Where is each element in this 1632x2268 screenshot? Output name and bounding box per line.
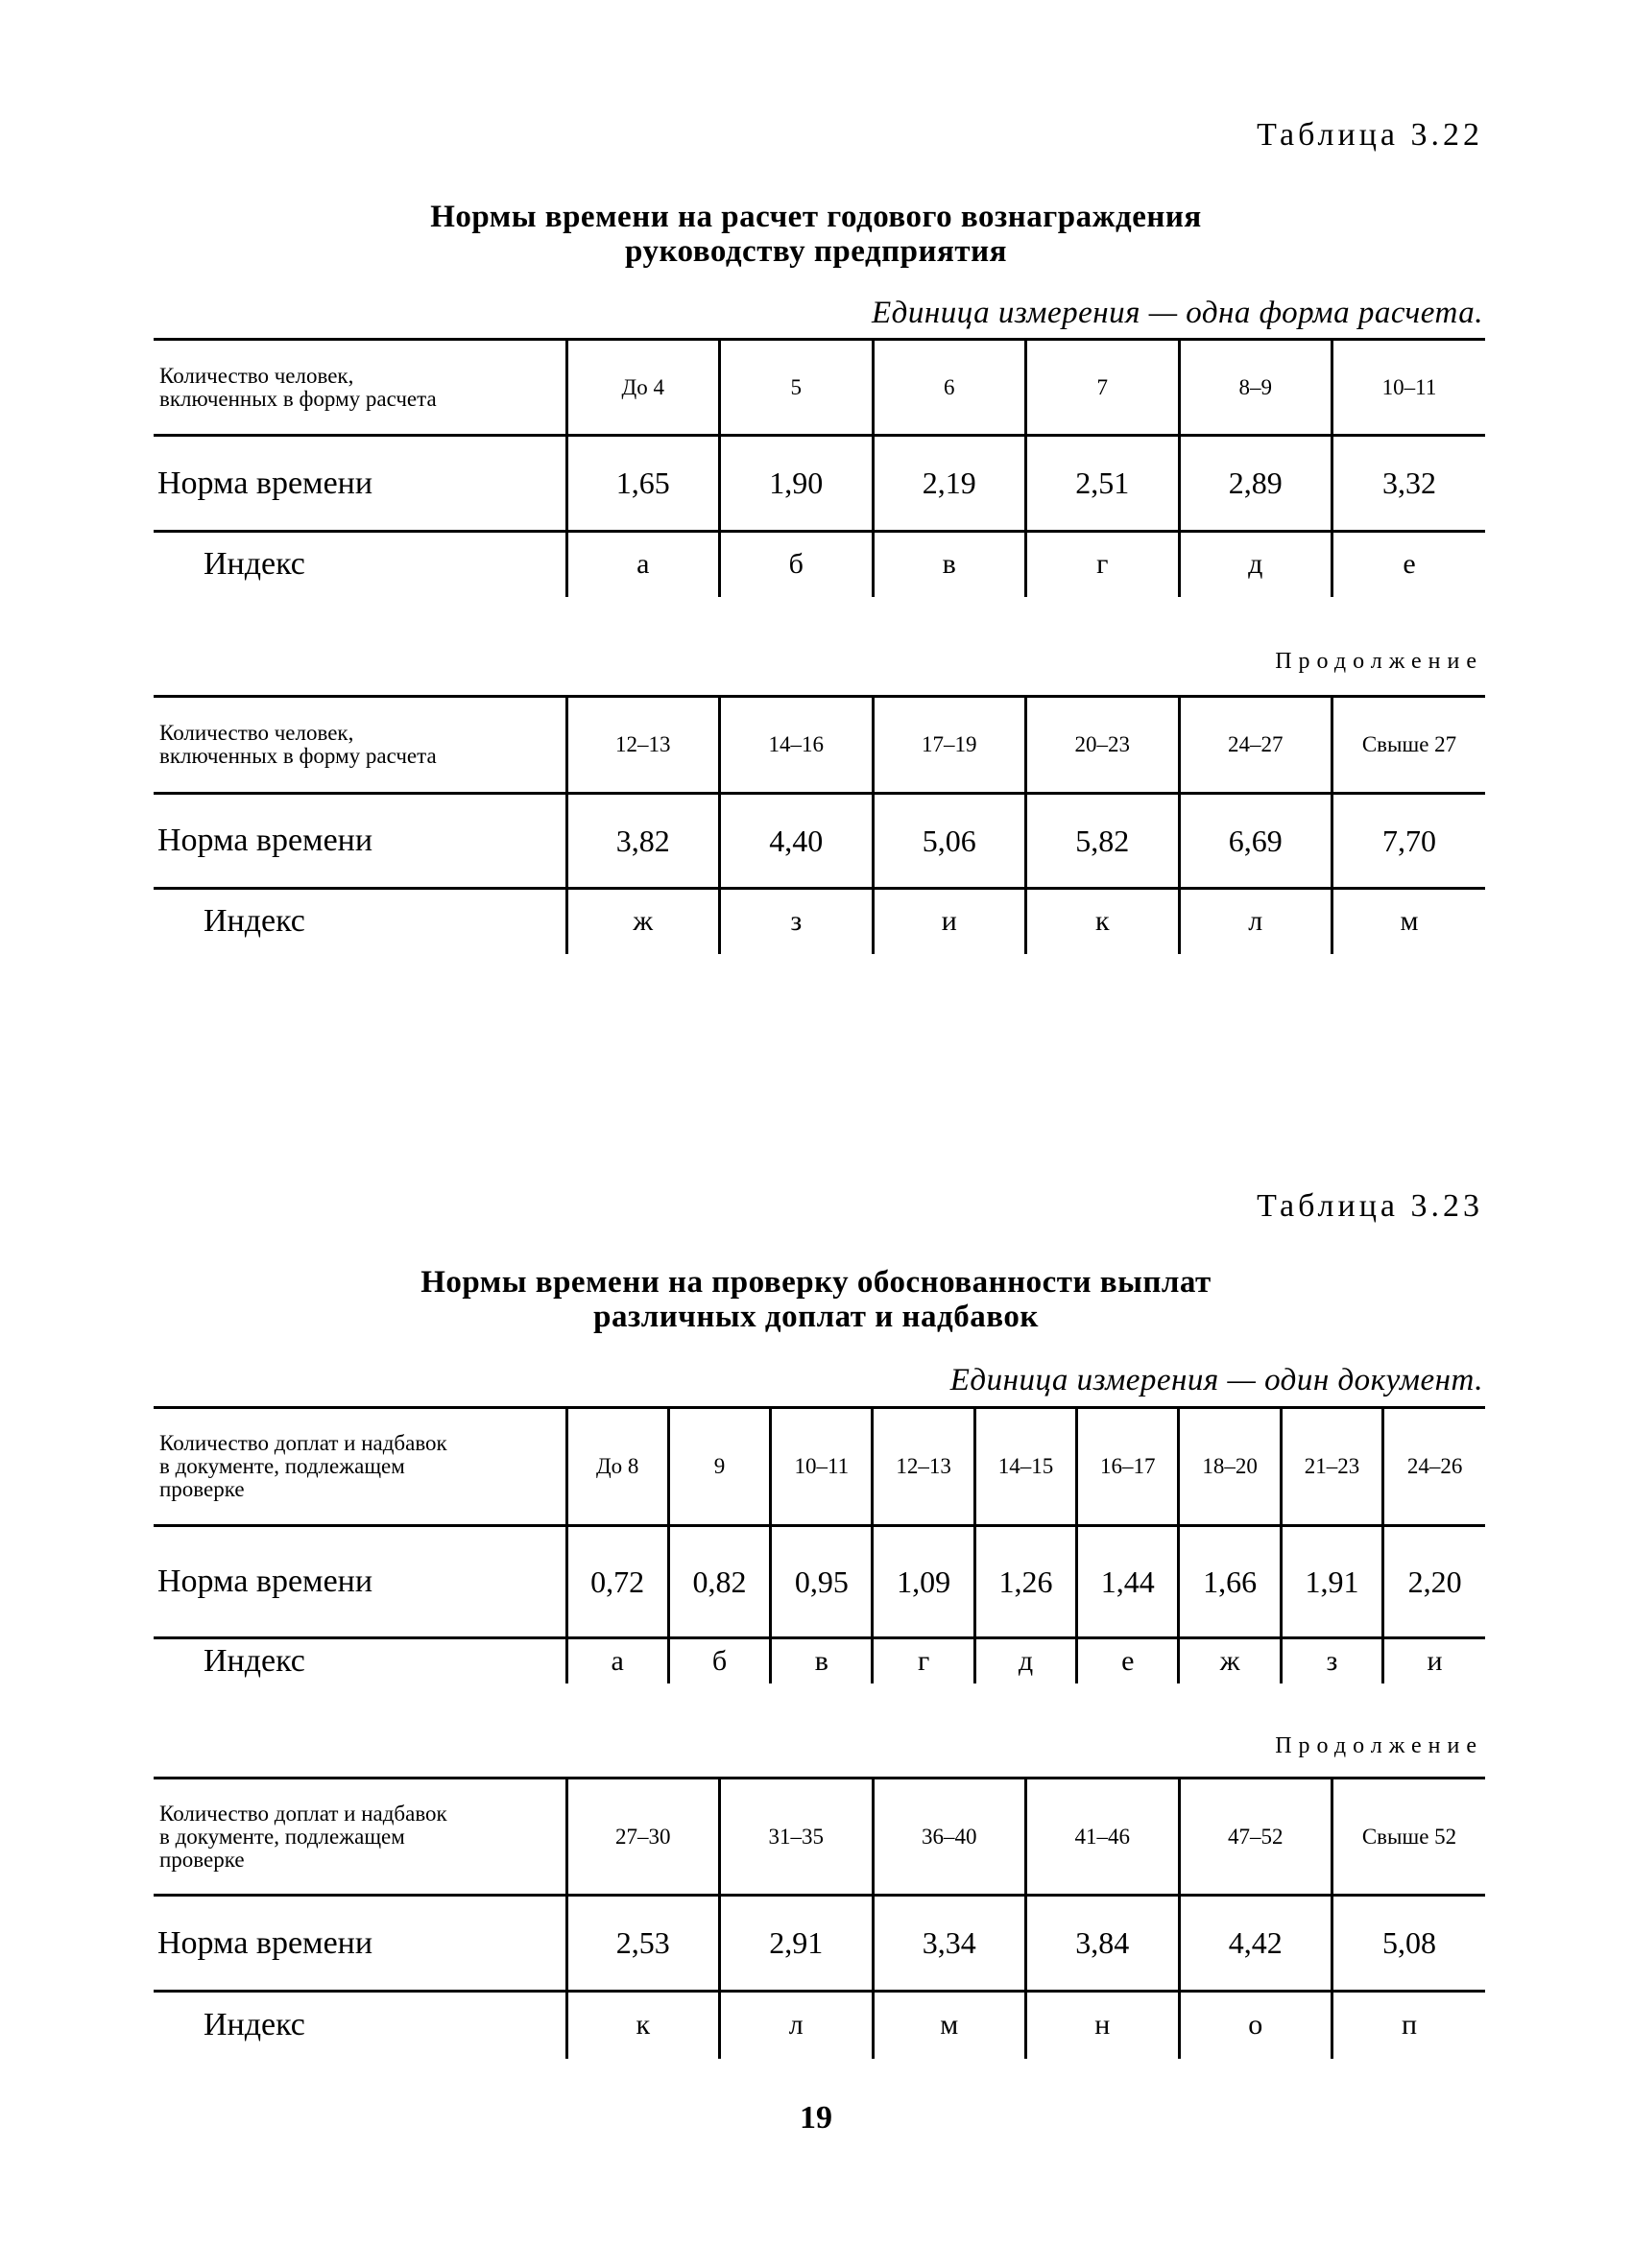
norm-label-cell: Норма времени	[154, 436, 566, 532]
norm-value-cell: 2,20	[1383, 1526, 1485, 1638]
column-header-cell: 21–23	[1281, 1408, 1382, 1526]
index-value-cell: н	[1026, 1992, 1180, 2059]
norm-value-cell: 1,26	[974, 1526, 1076, 1638]
index-value-cell: п	[1332, 1992, 1486, 2059]
column-header-cell: 5	[720, 340, 874, 436]
norm-value-cell: 0,82	[668, 1526, 770, 1638]
title-line: Нормы времени на расчет годового вознаграждения	[430, 200, 1202, 234]
column-header-cell: Свыше 27	[1332, 697, 1486, 794]
column-header-cell: До 8	[566, 1408, 668, 1526]
header-label-line: Количество доплат и надбавок	[159, 1801, 447, 1826]
header-label-line: в документе, подлежащем	[159, 1454, 405, 1478]
header-label-line: проверке	[159, 1477, 245, 1501]
norm-label-cell: Норма времени	[154, 1526, 566, 1638]
index-value-cell: а	[566, 532, 720, 597]
table-3-23-unit: Единица измерения — один документ.	[949, 1363, 1483, 1397]
norm-value-cell: 2,89	[1179, 436, 1332, 532]
norm-value-cell: 5,06	[873, 794, 1026, 889]
header-label-line: в документе, подлежащем	[159, 1824, 405, 1849]
header-row	[154, 697, 1485, 794]
norm-value-cell: 1,09	[873, 1526, 974, 1638]
index-value-cell: ж	[566, 889, 720, 954]
table-3-23-part-2	[154, 1777, 1485, 2059]
title-line: различных доплат и надбавок	[593, 1300, 1039, 1334]
header-label-line: включенных в форму расчета	[159, 744, 437, 768]
norm-value-cell: 4,42	[1179, 1896, 1332, 1992]
index-value-cell: л	[720, 1992, 874, 2059]
index-value-cell: б	[720, 532, 874, 597]
table-3-22-continuation-label: Продолжение	[1275, 649, 1483, 674]
column-header-cell: 12–13	[873, 1408, 974, 1526]
norm-value-cell: 1,44	[1077, 1526, 1179, 1638]
index-value-cell: к	[566, 1992, 720, 2059]
index-value-cell: е	[1332, 532, 1486, 597]
index-value-cell: к	[1026, 889, 1180, 954]
column-header-cell: 7	[1026, 340, 1180, 436]
norm-value-cell: 6,69	[1179, 794, 1332, 889]
norm-row	[154, 794, 1485, 889]
column-header-cell: 10–11	[1332, 340, 1486, 436]
index-value-cell: е	[1077, 1638, 1179, 1683]
norm-value-cell: 2,91	[720, 1896, 874, 1992]
column-header-cell: 24–27	[1179, 697, 1332, 794]
column-header-cell: 41–46	[1026, 1779, 1180, 1896]
header-label-cell	[154, 697, 566, 794]
index-value-cell: з	[720, 889, 874, 954]
header-row	[154, 1779, 1485, 1896]
column-header-cell: 18–20	[1179, 1408, 1281, 1526]
index-value-cell: м	[873, 1992, 1026, 2059]
header-label-cell	[154, 1408, 566, 1526]
column-header-cell: 8–9	[1179, 340, 1332, 436]
index-label-cell: Индекс	[204, 2007, 305, 2043]
column-header-cell: 16–17	[1077, 1408, 1179, 1526]
norm-value-cell: 1,90	[720, 436, 874, 532]
norm-value-cell: 3,82	[566, 794, 720, 889]
index-value-cell: г	[1026, 532, 1180, 597]
index-value-cell: а	[566, 1638, 668, 1683]
norm-value-cell: 5,82	[1026, 794, 1180, 889]
column-header-cell: 20–23	[1026, 697, 1180, 794]
norm-value-cell: 7,70	[1332, 794, 1486, 889]
norm-value-cell: 1,91	[1281, 1526, 1382, 1638]
norm-row	[154, 1896, 1485, 1992]
index-value-cell: и	[1383, 1638, 1485, 1683]
norm-row	[154, 1526, 1485, 1638]
index-value-cell: д	[974, 1638, 1076, 1683]
column-header-cell: 47–52	[1179, 1779, 1332, 1896]
column-header-cell: Свыше 52	[1332, 1779, 1486, 1896]
index-row	[154, 1992, 1485, 2059]
header-label-line: Количество доплат и надбавок	[159, 1431, 447, 1455]
table-3-22-title	[0, 200, 1632, 269]
index-value-cell: в	[873, 532, 1026, 597]
norm-value-cell: 4,40	[720, 794, 874, 889]
norm-row	[154, 436, 1485, 532]
norm-value-cell: 2,51	[1026, 436, 1180, 532]
index-label-cell: Индекс	[204, 1642, 305, 1679]
index-row	[154, 1638, 1485, 1683]
norm-value-cell: 3,32	[1332, 436, 1486, 532]
header-label-cell	[154, 340, 566, 436]
index-row	[154, 889, 1485, 954]
column-header-cell: 27–30	[566, 1779, 720, 1896]
column-header-cell: 10–11	[771, 1408, 873, 1526]
header-label-line: Количество человек,	[159, 363, 354, 388]
table-3-22-part-1	[154, 338, 1485, 597]
index-value-cell: в	[771, 1638, 873, 1683]
index-value-cell: д	[1179, 532, 1332, 597]
norm-label-cell: Норма времени	[154, 794, 566, 889]
norm-value-cell: 3,34	[873, 1896, 1026, 1992]
header-row	[154, 1408, 1485, 1526]
column-header-cell: 9	[668, 1408, 770, 1526]
column-header-cell: 24–26	[1383, 1408, 1485, 1526]
index-value-cell: з	[1281, 1638, 1382, 1683]
norm-value-cell: 0,95	[771, 1526, 873, 1638]
norm-value-cell: 1,65	[566, 436, 720, 532]
norm-label-cell: Норма времени	[154, 1896, 566, 1992]
index-value-cell: б	[668, 1638, 770, 1683]
index-label-cell: Индекс	[204, 903, 305, 940]
index-value-cell: и	[873, 889, 1026, 954]
norm-value-cell: 1,66	[1179, 1526, 1281, 1638]
index-label-cell: Индекс	[204, 546, 305, 583]
norm-value-cell: 3,84	[1026, 1896, 1180, 1992]
header-label-line: Количество человек,	[159, 721, 354, 745]
column-header-cell: 6	[873, 340, 1026, 436]
column-header-cell: 14–15	[974, 1408, 1076, 1526]
index-row	[154, 532, 1485, 597]
table-3-23-title	[0, 1265, 1632, 1334]
header-row	[154, 340, 1485, 436]
table-3-22-part-2	[154, 695, 1485, 954]
title-line: Нормы времени на проверку обоснованности выплат	[420, 1265, 1212, 1300]
norm-value-cell: 2,19	[873, 436, 1026, 532]
page-number: 19	[800, 2100, 832, 2136]
index-value-cell: ж	[1179, 1638, 1281, 1683]
header-label-line: включенных в форму расчета	[159, 386, 437, 411]
column-header-cell: 12–13	[566, 697, 720, 794]
column-header-cell: 14–16	[720, 697, 874, 794]
norm-value-cell: 5,08	[1332, 1896, 1486, 1992]
index-value-cell: о	[1179, 1992, 1332, 2059]
column-header-cell: 31–35	[720, 1779, 874, 1896]
table-3-23-continuation-label: Продолжение	[1275, 1733, 1483, 1758]
table-3-23-label: Таблица 3.23	[1257, 1188, 1483, 1224]
index-value-cell: л	[1179, 889, 1332, 954]
table-3-22-label: Таблица 3.22	[1257, 117, 1483, 153]
index-value-cell: г	[873, 1638, 974, 1683]
column-header-cell: 17–19	[873, 697, 1026, 794]
column-header-cell: До 4	[566, 340, 720, 436]
header-label-cell	[154, 1779, 566, 1896]
table-3-23-part-1	[154, 1406, 1485, 1683]
column-header-cell: 36–40	[873, 1779, 1026, 1896]
norm-value-cell: 0,72	[566, 1526, 668, 1638]
title-line: руководству предприятия	[625, 234, 1007, 269]
norm-value-cell: 2,53	[566, 1896, 720, 1992]
table-3-22-unit: Единица измерения — одна форма расчета.	[871, 296, 1483, 330]
header-label-line: проверке	[159, 1847, 245, 1872]
index-value-cell: м	[1332, 889, 1486, 954]
